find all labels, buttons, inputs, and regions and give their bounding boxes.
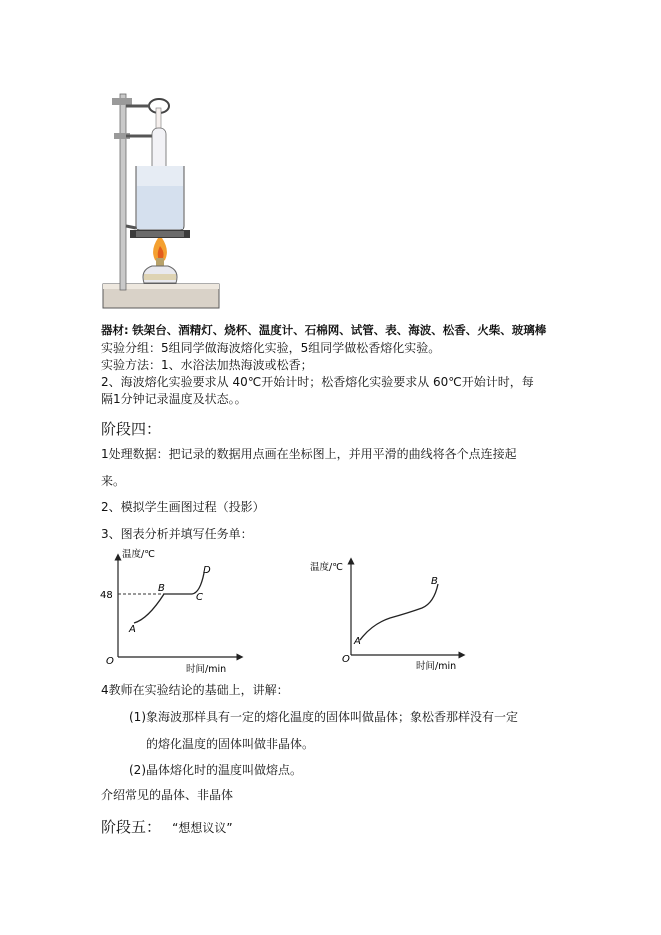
chart1-point-a: A — [129, 624, 136, 635]
method-1-text: 实验方法：1、水浴法加热海波或松香； — [101, 358, 313, 372]
stage4-title: 阶段四： — [101, 420, 162, 438]
stage4-step4: 4教师在实验结论的基础上，讲解： — [101, 683, 289, 697]
chart2-ylabel: 温度/℃ — [310, 562, 343, 573]
materials-line — [101, 322, 546, 339]
chart1-point-b: B — [158, 583, 165, 594]
chart2-point-b: B — [431, 576, 438, 587]
method-2b-text: 隔1分钟记录温度及状态。。 — [101, 392, 247, 406]
materials-text: 铁架台、酒精灯、烧杯、温度计、石棉网、试管、表、海波、松香、火柴、玻璃棒 — [132, 323, 547, 337]
chart1-ytick: 48 — [100, 590, 113, 601]
stage5-title: 阶段五： — [101, 818, 162, 836]
chart-crystal — [100, 545, 250, 675]
conclusion-1b: 的熔化温度的固体叫做非晶体。 — [146, 737, 315, 751]
method-2a-text: 2、海波熔化实验要求从 40℃开始计时；松香熔化实验要求从 60℃开始计时，每 — [101, 375, 534, 389]
stage4-step3: 3、图表分析并填写任务单： — [101, 527, 253, 541]
chart1-xlabel: 时间/min — [186, 664, 227, 675]
chart2-xlabel: 时间/min — [416, 661, 457, 672]
chart-amorphous — [310, 558, 468, 672]
chart1-point-d: D — [203, 565, 211, 576]
chart2-origin: O — [342, 654, 350, 665]
conclusion-2: (2)晶体熔化时的温度叫做熔点。 — [129, 763, 302, 777]
groups-text: 实验分组：5组同学做海波熔化实验，5组同学做松香熔化实验。 — [101, 341, 441, 355]
conclusion-1a: (1)象海波那样具有一定的熔化温度的固体叫做晶体；象松香那样没有一定 — [129, 710, 519, 724]
chart2-point-a: A — [354, 636, 361, 647]
stand-rod — [120, 94, 126, 290]
intro-text: 介绍常见的晶体、非晶体 — [101, 788, 234, 802]
chart1-origin: O — [106, 656, 114, 667]
stage4-step2: 2、模拟学生画图过程（投影） — [101, 500, 265, 514]
stage4-step1b: 来。 — [101, 474, 126, 488]
stage5-heading — [101, 816, 233, 837]
chart1-ylabel: 温度/℃ — [122, 549, 155, 560]
chart2-curve — [360, 584, 438, 640]
stage4-step1a: 1处理数据：把记录的数据用点画在坐标图上，并用平滑的曲线将各个点连接起 — [101, 447, 517, 461]
chart1-point-c: C — [196, 592, 203, 603]
apparatus-illustration — [100, 88, 225, 316]
stage5-subtitle: “想想议议” — [172, 821, 233, 835]
chart1-curve — [134, 573, 204, 623]
materials-label: 器材: — [101, 323, 129, 337]
